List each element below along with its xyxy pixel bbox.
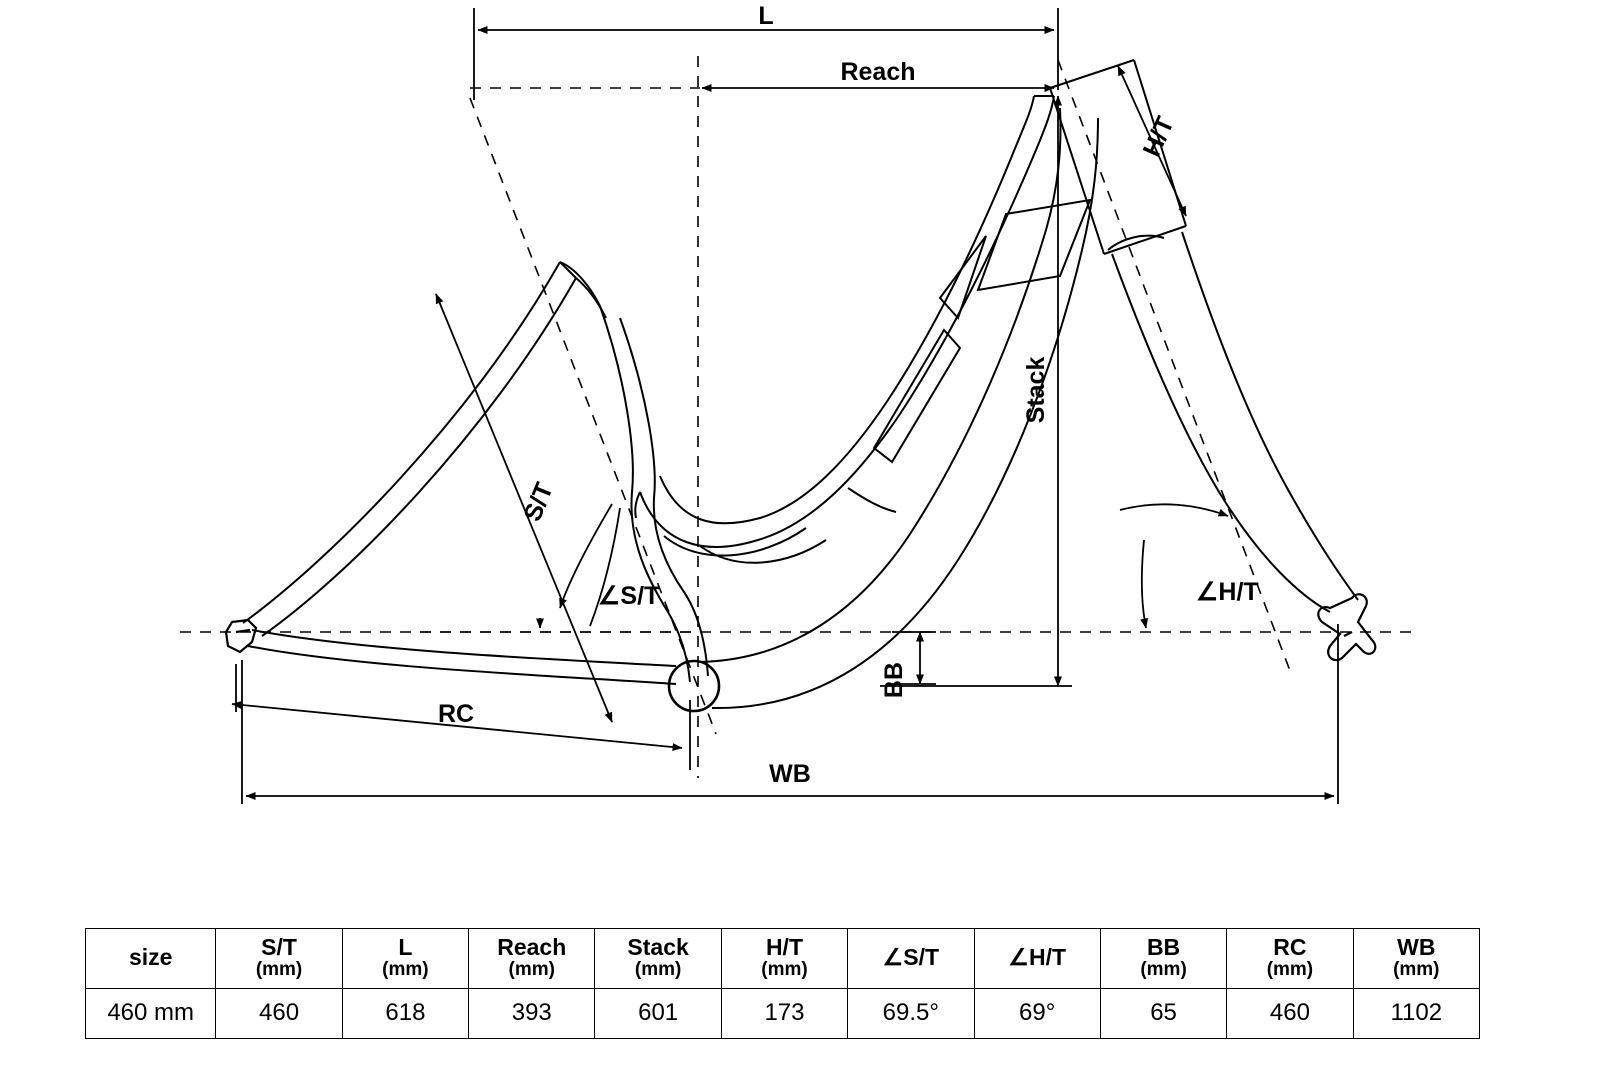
th-size-name: size	[128, 944, 173, 971]
th-st-angle	[848, 929, 974, 989]
th-l-name: L	[398, 934, 413, 960]
th-bb-unit: (mm)	[1140, 958, 1187, 980]
th-rc-name: RC	[1273, 934, 1307, 960]
fork-right-edge	[1182, 232, 1358, 600]
cell-bb: 65	[1100, 988, 1226, 1038]
frame-cutout-2	[940, 236, 986, 318]
chain-stay-top	[252, 630, 676, 666]
th-size	[86, 929, 216, 989]
th-wb-name: WB	[1397, 934, 1436, 960]
label-bb: BB	[880, 661, 908, 699]
cell-stack: 601	[595, 988, 721, 1038]
cell-st-angle: 69.5°	[848, 988, 974, 1038]
th-stack-name: Stack	[627, 934, 689, 960]
cell-ht: 173	[721, 988, 847, 1038]
th-l-unit: (mm)	[382, 958, 429, 980]
label-ht-angle: ∠H/T	[1196, 578, 1259, 606]
cell-st: 460	[216, 988, 342, 1038]
seat-stay-top	[243, 262, 560, 623]
chain-stay-bottom	[248, 646, 676, 684]
th-wb-unit: (mm)	[1393, 958, 1440, 980]
toptube-lower-edge	[640, 96, 1054, 547]
th-stack-unit: (mm)	[634, 958, 682, 980]
th-st-angle-name: ∠S/T	[882, 944, 940, 971]
cell-ht-angle: 69°	[974, 988, 1100, 1038]
table-header-row	[86, 929, 1480, 989]
th-rc	[1227, 929, 1353, 989]
frame-cutout-1	[978, 200, 1090, 290]
frame-inner-curve-3	[848, 488, 896, 512]
th-l	[342, 929, 468, 989]
construction-lines	[180, 56, 1420, 778]
label-reach: Reach	[840, 58, 916, 86]
frame-cutout-3	[874, 330, 960, 462]
label-ht-length: H/T	[1137, 112, 1180, 161]
cell-rc: 460	[1227, 988, 1353, 1038]
label-st-angle: ∠S/T	[598, 582, 660, 610]
front-dropout	[1318, 594, 1375, 660]
th-bb-name: BB	[1146, 934, 1181, 960]
label-wb: WB	[769, 760, 811, 788]
th-ht-angle-name: ∠H/T	[1008, 944, 1067, 971]
th-reach-unit: (mm)	[508, 958, 555, 980]
th-reach-name: Reach	[497, 934, 567, 960]
th-wb	[1353, 929, 1479, 989]
seat-tube-outer	[600, 306, 690, 682]
fork-left-edge	[1112, 254, 1330, 612]
th-ht	[721, 929, 847, 989]
downtube-upper-edge	[700, 108, 1060, 662]
label-rc: RC	[437, 700, 475, 728]
table-row	[86, 988, 1480, 1038]
th-st	[216, 929, 342, 989]
bottom-bracket-shell	[669, 661, 719, 711]
cell-reach: 393	[469, 988, 595, 1038]
cell-size: 460 mm	[86, 988, 216, 1038]
th-rc-unit: (mm)	[1266, 958, 1314, 980]
dimension-ht-angle	[1120, 504, 1228, 628]
label-st-length: S/T	[518, 478, 559, 526]
cell-l: 618	[342, 988, 468, 1038]
geometry-table	[85, 928, 1480, 1039]
toptube-left-cap	[635, 492, 640, 518]
th-ht-angle	[974, 929, 1100, 989]
label-l: L	[758, 2, 774, 30]
frame-inner-curve-2	[700, 540, 826, 563]
th-bb	[1100, 929, 1226, 989]
th-st-name: S/T	[261, 934, 297, 960]
geometry-table-container	[85, 928, 1480, 1039]
th-reach	[469, 929, 595, 989]
th-stack	[595, 929, 721, 989]
th-st-unit: (mm)	[255, 958, 303, 980]
cell-wb: 1102	[1353, 988, 1479, 1038]
th-ht-name: H/T	[765, 934, 803, 960]
label-stack: Stack	[1022, 356, 1050, 424]
seat-tube-inner	[620, 318, 708, 676]
head-tube-bottom	[1104, 226, 1186, 254]
th-ht-unit: (mm)	[761, 958, 808, 980]
toptube-upper-edge	[660, 96, 1034, 523]
